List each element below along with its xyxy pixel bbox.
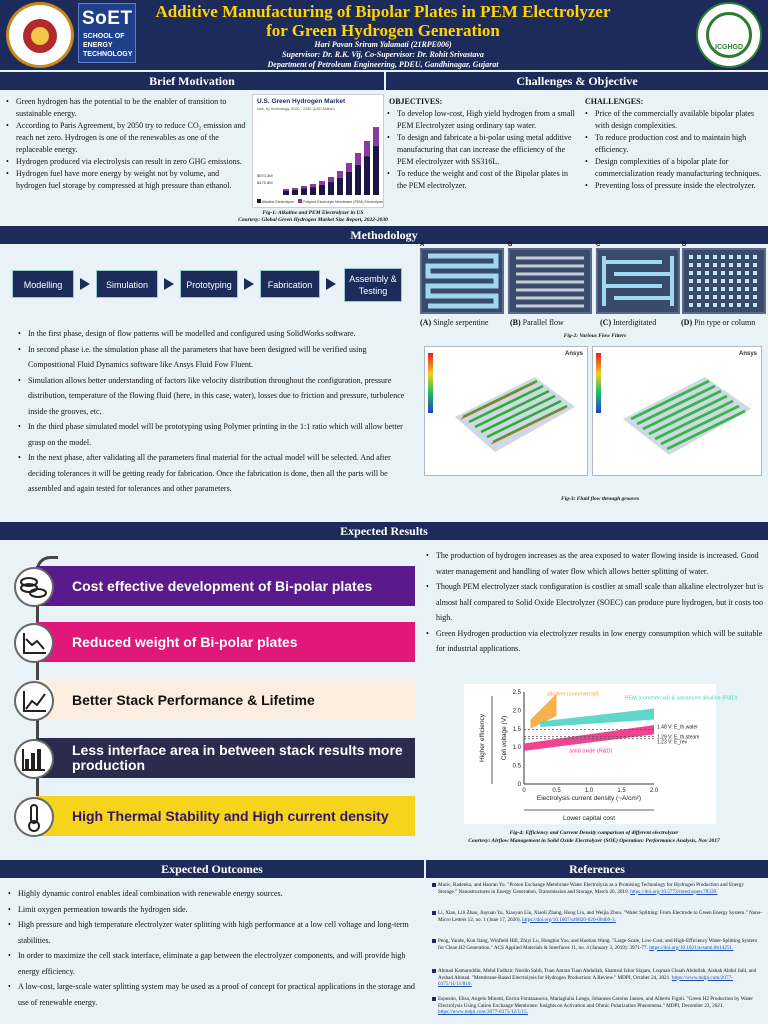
market-bar-alkaline xyxy=(283,191,289,195)
methodology-item: • In the first phase, design of flow patterns will be modelled and configured using SolidWorks software. xyxy=(16,326,410,342)
outcome-item: • Highly dynamic control enables ideal combination with renewable energy sources. xyxy=(6,886,418,902)
pattern-label-d xyxy=(681,318,755,327)
pin xyxy=(705,295,709,299)
reference-text: Li, Xiao, Lili Zhao, Jiayuan Yu, Xiaoyan Liu, Xiaoli Zhang, Hong Liu, and Weijia Zhou. "Water Splitting: From Electrode to Green Energy System." Nano-Micro Letters 12, no. 1 (June 17, 2020). xyxy=(438,910,762,923)
simulation-brand-right: Ansys xyxy=(738,351,757,357)
pin xyxy=(721,303,725,307)
reference-item xyxy=(432,910,762,923)
pin-pattern-graphic xyxy=(684,250,764,312)
pin xyxy=(697,287,701,291)
methodology-item: • In the next phase, after validating all the parameters final material for the actual model will be selected. And after deciding tolerances it will be getting ready for fabrication. Once the fabrication is done, then all the parts will be assembled and again tested for tolerances and other parameters. xyxy=(16,450,410,497)
market-bar-pem xyxy=(346,163,352,172)
pattern-letter-a: A xyxy=(420,242,425,248)
simulation-brand-left: Ansys xyxy=(564,351,583,357)
pin xyxy=(689,279,693,283)
pin xyxy=(705,287,709,291)
efficiency-axis-label: Higher efficiency xyxy=(479,714,486,762)
fig1-courtesy: Courtesy: Global Green Hydrogen Market Size Report, 2022-2030 xyxy=(238,217,388,223)
pattern-interdigitated xyxy=(596,248,680,314)
flow-arrow-icon xyxy=(244,278,254,290)
pin xyxy=(705,271,709,275)
thermometer-icon xyxy=(14,797,54,837)
pin xyxy=(745,279,749,283)
pin xyxy=(697,271,701,275)
university-logo xyxy=(6,2,74,68)
pin xyxy=(713,255,717,259)
conference-logo xyxy=(696,2,762,68)
pin xyxy=(697,255,701,259)
pin xyxy=(689,295,693,299)
market-label-b: $475.8M xyxy=(257,180,273,185)
series-band-2 xyxy=(524,725,654,751)
market-bar-pem xyxy=(364,141,370,156)
market-legend xyxy=(257,199,383,204)
poster-title xyxy=(150,2,616,40)
y-axis-label: Cell voltage (V) xyxy=(501,715,508,761)
market-label-a: $570.3M xyxy=(257,173,273,178)
pin xyxy=(705,303,709,307)
challenge-item: • Preventing loss of pressure inside the electrolyzer. xyxy=(583,180,765,192)
result-item-cost xyxy=(0,566,415,606)
flow-arrow-icon xyxy=(326,278,336,290)
market-chart-title: U.S. Green Hydrogen Market xyxy=(257,98,346,105)
results-list xyxy=(424,548,764,657)
fig1-caption: Fig-1: Alkaline and PEM Electrolyzer in US xyxy=(262,210,364,216)
market-bar-pem xyxy=(328,177,334,182)
pattern-parallel-flow xyxy=(508,248,592,314)
section-outcomes: Expected Outcomes xyxy=(0,860,424,878)
result-label: Better Stack Performance & Lifetime xyxy=(72,691,315,708)
pin xyxy=(713,279,717,283)
flow-prototyping: Prototyping xyxy=(180,270,238,298)
flow-fabrication: Fabrication xyxy=(260,270,320,298)
result-item-weight xyxy=(0,622,415,662)
pin xyxy=(729,303,733,307)
pin xyxy=(697,303,701,307)
legend-alkaline: Alkaline Electrolyzer xyxy=(261,200,295,204)
pin xyxy=(705,263,709,267)
challenges-list xyxy=(583,108,765,192)
market-bar-alkaline xyxy=(355,165,361,195)
pin xyxy=(705,255,709,259)
market-bar-alkaline xyxy=(310,187,316,195)
author-block xyxy=(150,40,616,70)
series-label-2: solid oxide (R&D) xyxy=(569,748,613,755)
pin xyxy=(689,263,693,267)
reference-item xyxy=(432,882,762,895)
pin xyxy=(721,263,725,267)
x-tick-label: 0 xyxy=(522,788,526,794)
conference-logo-text: ICGHGD xyxy=(715,44,743,51)
y-tick-label: 2.5 xyxy=(512,690,521,696)
y-tick-label: 1.5 xyxy=(512,726,521,733)
serpentine-pattern-graphic xyxy=(422,250,502,312)
reference-item xyxy=(432,968,762,988)
bar-chart-icon xyxy=(14,739,54,779)
challenge-item: • Price of the commercially available bipolar plates with design complexities. xyxy=(583,108,765,132)
fig3-caption: Fig-3: Fluid flow through grooves xyxy=(561,496,639,502)
pattern-letter-c: C xyxy=(596,242,601,248)
pin xyxy=(729,295,733,299)
result-label: Less interface area in between stack results more production xyxy=(72,742,403,773)
market-bar-pem xyxy=(355,153,361,165)
x-tick-label: 2.0 xyxy=(649,788,659,794)
pattern-single-serpentine xyxy=(420,248,504,314)
pattern-pin-type xyxy=(682,248,766,314)
legend-pem: Polymer Electrolyte Membrane (PEM) Electrolyzer xyxy=(303,200,384,204)
pin xyxy=(713,303,717,307)
annotation-label-1: 1.29 V: E_th,steam xyxy=(657,734,700,741)
section-methodology: Methodology xyxy=(0,226,768,244)
pin xyxy=(689,255,693,259)
methodology-item: • In the third phase simulated model will be prototyping using Polymer printing in the 1:1 ratio which will allow better grasp on the model. xyxy=(16,419,410,450)
pattern-label-a-text: Single serpentine xyxy=(431,318,489,327)
results-item: • The production of hydrogen increases as the area exposed to water flowing inside is increased. Good water management and handling of water flow which allows better splitting of water. xyxy=(424,548,764,579)
reference-text: Esposito, Elisa, Angelo Minotti, Enrica Fontananova, Mariagiulia Longo, Johannes Carolus Jansen, and Alberto Figoli. "Green H2 Production by Water Electrolysis Using Cation Exchange Membrane: Insights on Activation and Ohmic Polarization Phenomena." MDPI, December 23, 2021. xyxy=(438,996,753,1009)
section-references: References xyxy=(426,860,768,878)
result-item-thermal xyxy=(0,796,415,836)
pattern-label-c-code: (C) xyxy=(600,318,612,327)
objective-item: • To reduce the weight and cost of the Bipolar plates in the PEM electrolyzer. xyxy=(385,168,577,192)
school-logo xyxy=(78,3,136,63)
pattern-label-d-code: (D) xyxy=(681,318,693,327)
pin xyxy=(753,271,757,275)
results-item: • Though PEM electrolyzer stack configuration is costlier at small scale than alkaline electrolyzer but is almost half compared to Solid Oxide Electrolyzer (SOEC) can produce pure hydrogen, but it costs too high. xyxy=(424,579,764,626)
pin xyxy=(713,295,717,299)
title-line-2: for Green Hydrogen Generation xyxy=(266,21,500,40)
pin xyxy=(697,263,701,267)
x-tick-label: 0.5 xyxy=(552,788,561,794)
market-bar-pem xyxy=(310,184,316,187)
pin xyxy=(737,279,741,283)
pattern-label-d-text: Pin type or column xyxy=(692,318,756,327)
pin xyxy=(697,279,701,283)
pin xyxy=(737,287,741,291)
result-label: Reduced weight of Bi-polar plates xyxy=(72,633,298,650)
reference-link[interactable]: https://doi.org/10.5772/intechopen.78339. xyxy=(630,888,718,895)
pin xyxy=(721,271,725,275)
motivation-item: • Hydrogen fuel have more energy by weight not by volume, and hydrogen fuel storage by compressed at high pressure than ethanol. xyxy=(4,168,250,192)
pattern-label-b xyxy=(510,318,564,327)
flow-arrow-icon xyxy=(80,278,90,290)
challenge-item: • Design complexities of a bipolar plate for commercialization ready manufacturing techniques. xyxy=(583,156,765,180)
pin xyxy=(713,287,717,291)
motivation-item: • Green hydrogen has the potential to be the enabler of transition to sustainable energy. xyxy=(4,96,250,120)
reference-item xyxy=(432,938,762,951)
x-tick-label: 1.5 xyxy=(617,788,626,794)
pin xyxy=(729,263,733,267)
pin xyxy=(745,303,749,307)
pin xyxy=(721,279,725,283)
market-chart-subtitle: size, by technology, 2020 - 2030 (USD Million) xyxy=(257,107,335,111)
pin xyxy=(737,271,741,275)
outcome-item: • In order to maximize the cell stack interface, eliminate a gap between the electrolyzer components, and will provide high energy efficiency. xyxy=(6,948,418,979)
market-bar-alkaline xyxy=(292,190,298,195)
y-tick-label: 2.0 xyxy=(512,708,521,715)
series-label-0: alkaline (commercial) xyxy=(546,691,599,698)
flow-assembly: Assembly & Testing xyxy=(344,268,402,302)
pin xyxy=(713,271,717,275)
market-bar-pem xyxy=(319,181,325,185)
y-tick-label: 1.0 xyxy=(512,745,521,752)
x-tick-label: 1.0 xyxy=(584,788,594,794)
results-item: • Green Hydrogen production via electrolyzer results in low energy consumption which will be suitable for industrial applications. xyxy=(424,626,764,657)
market-bar-alkaline xyxy=(301,189,307,195)
section-results: Expected Results xyxy=(0,522,768,540)
reference-link[interactable]: https://doi.org/10.1021/acsami.8b14251. xyxy=(649,944,734,951)
market-chart xyxy=(252,94,384,208)
author-name: Hari Pavan Sriram Yalamati (21RPE006) xyxy=(314,40,452,49)
pin xyxy=(721,287,725,291)
market-bar-pem xyxy=(301,186,307,189)
simulation-image-left xyxy=(424,346,588,476)
flow-simulation: Simulation xyxy=(96,270,158,298)
pin xyxy=(753,263,757,267)
pin xyxy=(737,255,741,259)
pin xyxy=(713,263,717,267)
school-logo-subtext: SCHOOL OF ENERGY TECHNOLOGY xyxy=(83,33,133,58)
pin xyxy=(737,295,741,299)
market-bar-pem xyxy=(283,189,289,191)
methodology-list xyxy=(16,326,410,497)
reference-text: Maric, Radenka, and Haoran Yu. "Proton Exchange Membrane Water Electrolysis as a Promising Technology for Hydrogen Production and Energy Storage." Nanostructures in Energy Generation, Transmission and Storage, March 20, 2019. xyxy=(438,882,744,895)
annotation-label-2: 1.23 V: E_rev xyxy=(657,739,688,746)
section-motivation: Brief Motivation xyxy=(0,72,384,90)
pattern-label-b-text: Parallel flow xyxy=(520,318,564,327)
outcome-item: • A low-cost, large-scale water splitting system may be used as a proof of concept for practical applications in the storage and use of renewable energy. xyxy=(6,979,418,1010)
motivation-item: • Hydrogen produced via electrolysis can result in zero GHG emissions. xyxy=(4,156,250,168)
challenge-item: • To reduce production cost and to maintain high efficiency. xyxy=(583,132,765,156)
market-bar-alkaline xyxy=(373,146,379,195)
coins-icon xyxy=(14,567,54,607)
y-tick-label: 0 xyxy=(517,782,521,788)
pin xyxy=(745,263,749,267)
pin xyxy=(721,295,725,299)
outcome-item: • High pressure and high temperature electrolyzer water splitting with high performance at a low cell voltage and long-term stabilities. xyxy=(6,917,418,948)
pin xyxy=(729,287,733,291)
reference-link[interactable]: https://doi.org/10.1007/s40820-020-00469-3. xyxy=(522,916,616,923)
outcome-item: • Limit oxygen permeation towards the hydrogen side. xyxy=(6,902,418,918)
market-bar-alkaline xyxy=(328,182,334,195)
market-bar-alkaline xyxy=(346,172,352,195)
pin xyxy=(689,287,693,291)
pin xyxy=(753,287,757,291)
interdigitated-pattern-graphic xyxy=(598,250,678,312)
school-logo-text: SoET xyxy=(82,8,133,29)
pin xyxy=(745,287,749,291)
flow-arrow-icon xyxy=(164,278,174,290)
title-line-1: Additive Manufacturing of Bipolar Plates in PEM Electrolyzer xyxy=(155,2,611,21)
market-bar-alkaline xyxy=(364,156,370,195)
flow-modelling: Modelling xyxy=(12,270,74,298)
poster-header xyxy=(0,0,768,70)
pin xyxy=(753,255,757,259)
reference-link[interactable]: https://www.mdpi.com/2077-0375/12/1/15. xyxy=(438,1009,529,1016)
series-band-1 xyxy=(540,709,654,727)
pin xyxy=(697,295,701,299)
pin xyxy=(753,303,757,307)
market-bar-pem xyxy=(337,171,343,178)
objective-item: • To develop low-cost, High yield hydrogen from a small PEM Electrolyzer using ordinary tap water. xyxy=(385,108,577,132)
chart-up-icon xyxy=(14,681,54,721)
market-bar-alkaline xyxy=(337,178,343,195)
pin xyxy=(721,255,725,259)
objectives-list xyxy=(385,108,577,192)
pattern-label-b-code: (B) xyxy=(510,318,521,327)
annotation-label-0: 1.48 V: E_th,water xyxy=(657,724,698,731)
pin xyxy=(705,279,709,283)
pin xyxy=(729,255,733,259)
outcomes-list xyxy=(6,886,418,1010)
pattern-label-a xyxy=(420,318,488,327)
y-tick-label: 0.5 xyxy=(512,763,521,770)
motivation-list xyxy=(4,96,250,192)
pattern-letter-d: D xyxy=(682,242,687,248)
pin xyxy=(689,271,693,275)
market-bar-alkaline xyxy=(319,185,325,195)
chart-down-icon xyxy=(14,623,54,663)
pin xyxy=(737,263,741,267)
methodology-item: • Simulation allows better understanding of factors like velocity distribution throughout the configuration, pressure distribution, temperature of the flowing fluid (here, in this case, water), losses due to friction and pressure, turbulence inside the grooves, etc. xyxy=(16,373,410,420)
parallel-pattern-graphic xyxy=(510,250,590,312)
result-label: Cost effective development of Bi-polar plates xyxy=(72,577,373,594)
market-bars xyxy=(253,95,385,209)
capital-cost-label: Lower capital cost xyxy=(562,815,616,822)
pattern-letter-b: B xyxy=(508,242,513,248)
reference-text: Ahmad Kamaroddin, Mohd Fadhzir, Nordin Sabli, Tuan Amran Tuan Abdullah, Shamsul Izhar Siajam, Luqman Chuah Abdullah, Aishah Abdul Jalil, and Arshad Ahmad. "Membrane-Based Electrolysis for Hydrogen Production: A Review." MDPI, October 24, 2021. xyxy=(438,968,757,981)
pattern-label-c xyxy=(600,318,656,327)
series-label-1: PEM (commercial) & advanced alkaline (R&D) xyxy=(624,695,738,702)
pin xyxy=(753,295,757,299)
pin xyxy=(745,295,749,299)
pattern-label-a-code: (A) xyxy=(420,318,432,327)
reference-link[interactable]: https://www.mdpi.com/2077-0375/11/11/810. xyxy=(438,974,733,988)
section-challenges: Challenges & Objective xyxy=(386,72,768,90)
department: Department of Petroleum Engineering, PDEU, Gandhinagar, Gujarat xyxy=(267,60,499,69)
supervisors: Supervisor: Dr. R.K. Vij, Co-Supervisor: Dr. Rohit Srivastava xyxy=(282,50,484,59)
simulation-image-right xyxy=(592,346,762,476)
objectives-heading: OBJECTIVES: xyxy=(389,97,443,106)
result-item-interface xyxy=(0,738,415,778)
electrolyzer-chart xyxy=(464,684,738,824)
pin xyxy=(729,271,733,275)
market-bar-pem xyxy=(373,127,379,146)
pin xyxy=(753,279,757,283)
reference-text: Peng, Yande, Kun Jiang, Winfield Hill, Zhiyi Lu, Hongbin Yao, and Haotian Wang. "Large-Scale, Low-Cost, and High-Efficiency Water-Splitting System for Clean H2 Generation." ACS Applied Materials & Interfaces 11, no. 4 (January 3, 2019): 3971-77. xyxy=(438,938,758,951)
objective-item: • To design and fabricate a bi-polar using metal additive manufacturing that can increase the efficiency of the PEM electrolyzer with SS316L. xyxy=(385,132,577,168)
pin xyxy=(745,255,749,259)
market-bar-pem xyxy=(292,188,298,190)
pin xyxy=(729,279,733,283)
fig4-courtesy: Courtesy: Airflow Management in Solid Oxide Electrolyzer (SOE) Operation: Performance Analysis, Nov 2017 xyxy=(468,838,720,844)
fig4-caption: Fig-4: Efficiency and Current Density comparison of different electrolyzer xyxy=(509,830,679,836)
result-item-performance xyxy=(0,680,415,720)
electrolyzer-chart-svg xyxy=(464,684,738,824)
methodology-item: • In second phase i.e. the simulation phase all the parameters that have been designed will be verified using Compositional Fluid Dynamics software like Ansys Fluid Fow Fluent. xyxy=(16,342,410,373)
x-axis-label: Electrolysis current density (~A/cm²) xyxy=(536,795,642,802)
simulation-right-graphic xyxy=(593,347,763,477)
reference-item xyxy=(432,996,762,1016)
pin xyxy=(737,303,741,307)
challenges-heading: CHALLENGES: xyxy=(585,97,644,106)
motivation-item: • According to Paris Agreement, by 2050 try to reduce CO₂ emission and reach net zero. Hydrogen is one of the renewables as one of the replaceable energy. xyxy=(4,120,250,156)
pin xyxy=(689,303,693,307)
fig2-caption: Fig-2: Various Flow Fitters xyxy=(563,333,627,339)
pattern-label-c-text: Interdigitated xyxy=(611,318,657,327)
simulation-left-graphic xyxy=(425,347,589,477)
pin xyxy=(745,271,749,275)
result-label: High Thermal Stability and High current density xyxy=(72,807,389,824)
